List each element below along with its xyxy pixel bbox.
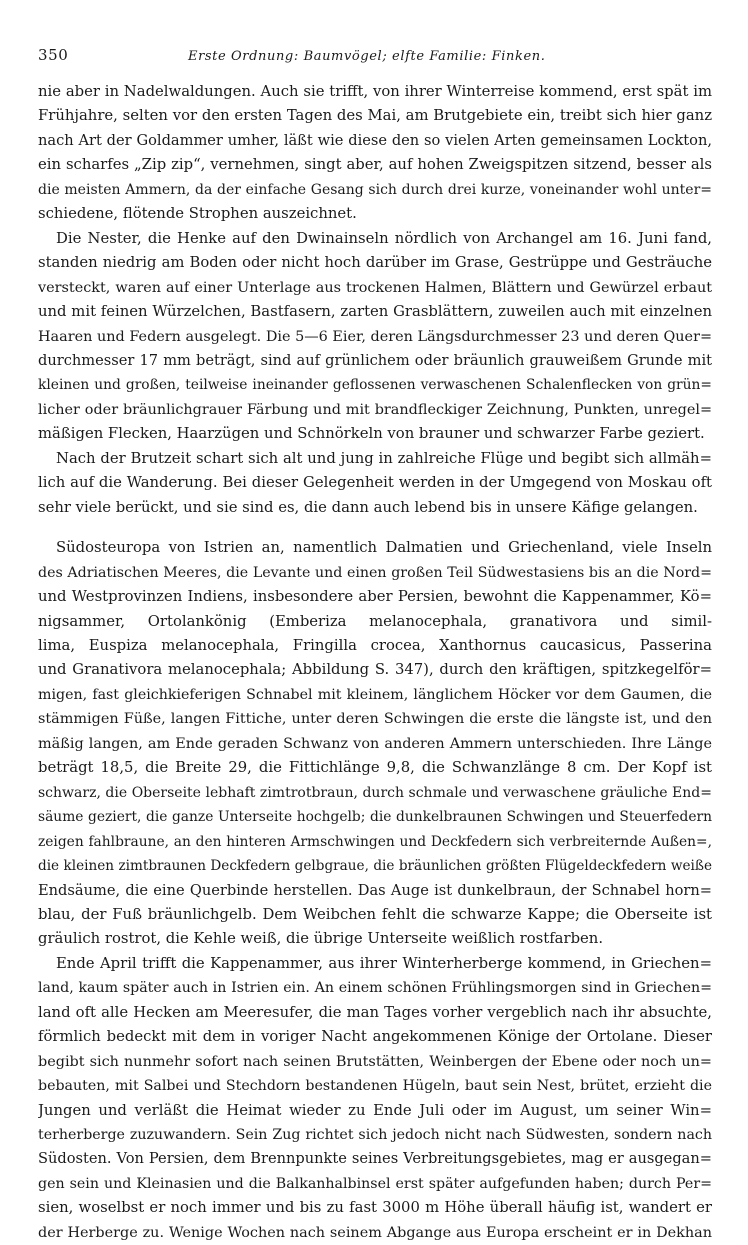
- text-line: säume geziert, die ganze Unterseite hochgelb; die dunkelbraunen Schwingen und Steuerfedern: [38, 809, 712, 826]
- text-line: schiedene, flötende Strophen auszeichnet.: [38, 205, 357, 223]
- page-header: [38, 46, 712, 64]
- text-line: Ende April trifft die Kappenammer, aus ihrer Winterherberge kommend, in Griechen=: [56, 954, 712, 972]
- body-text: [38, 80, 712, 1245]
- section-gap: [38, 520, 712, 536]
- text-line: nie aber in Nadelwaldungen. Auch sie trifft, von ihrer Winterreise kommend, erst spät im: [38, 83, 712, 100]
- paragraph: [38, 80, 712, 227]
- text-line: ein scharfes „Zip zip“, vernehmen, singt aber, auf hohen Zweigspitzen sitzend, besser als: [38, 156, 712, 174]
- text-line: lima, Euspiza melanocephala, Fringilla crocea, Xanthornus caucasicus, Passerina: [38, 636, 712, 654]
- text-line: standen niedrig am Boden oder nicht hoch darüber im Grase, Gestrüppe und Gesträuche: [38, 254, 712, 272]
- text-line: kleinen und großen, teilweise ineinander geflossenen verwaschenen Schalenflecken von grün=: [38, 377, 712, 394]
- text-line: und mit feinen Würzelchen, Bastfasern, zarten Grasblättern, zuweilen auch mit einzelnen: [38, 303, 712, 321]
- text-line: land oft alle Hecken am Meeresufer, die man Tages vorher vergeblich nach ihr absuchte,: [38, 1003, 712, 1021]
- text-line: migen, fast gleichkieferigen Schnabel mit kleinem, länglichem Höcker vor dem Gaumen, die: [38, 686, 712, 703]
- text-line: Jungen und verläßt die Heimat wieder zu Ende Juli oder im August, um seiner Win=: [38, 1101, 712, 1119]
- text-line: gräulich rostrot, die Kehle weiß, die übrige Unterseite weißlich rostfarben.: [38, 930, 604, 948]
- text-line: Nach der Brutzeit schart sich alt und jung in zahlreiche Flüge und begibt sich allmäh=: [56, 449, 712, 467]
- text-line: blau, der Fuß bräunlichgelb. Dem Weibchen fehlt die schwarze Kappe; die Oberseite ist: [38, 905, 712, 923]
- text-line: zeigen fahlbraune, an den hinteren Armschwingen und Deckfedern sich verbreiternde Außen=,: [38, 833, 712, 850]
- text-line: Frühjahre, selten vor den ersten Tagen des Mai, am Brutgebiete ein, treibt sich hier ganz: [38, 107, 712, 125]
- text-line: gen sein und Kleinasien und die Balkanhalbinsel erst später aufgefunden haben; durch Per=: [38, 1175, 712, 1192]
- running-title: Erste Ordnung: Baumvögel; elfte Familie: Finken.: [188, 49, 546, 64]
- text-line: sien, woselbst er noch immer und bis zu fast 3000 m Höhe überall häufig ist, wandert er: [38, 1199, 712, 1217]
- text-line: stämmigen Füße, langen Fittiche, unter deren Schwingen die erste die längste ist, und den: [38, 711, 712, 728]
- text-line: des Adriatischen Meeres, die Levante und einen großen Teil Südwestasiens bis an die Nord=: [38, 564, 712, 581]
- text-line: Die Nester, die Henke auf den Dwinainseln nördlich von Archangel am 16. Juni fand,: [56, 229, 712, 247]
- text-line: Haaren und Federn ausgelegt. Die 5—6 Eier, deren Längsdurchmesser 23 und deren Quer=: [38, 328, 712, 345]
- text-line: terherberge zuzuwandern. Sein Zug richtet sich jedoch nicht nach Südwesten, sondern nach: [38, 1127, 712, 1144]
- text-line: lich auf die Wanderung. Bei dieser Gelegenheit werden in der Umgegend von Moskau oft: [38, 474, 712, 492]
- text-line: beträgt 18,5, die Breite 29, die Fittichlänge 9,8, die Schwanzlänge 8 cm. Der Kopf ist: [38, 759, 712, 777]
- text-line: land, kaum später auch in Istrien ein. An einem schönen Frühlingsmorgen sind in Griechen=: [38, 980, 712, 997]
- text-line: Südosten. Von Persien, dem Brennpunkte seines Verbreitungsgebietes, mag er ausgegan=: [38, 1150, 712, 1168]
- paragraph: [38, 447, 712, 520]
- text-line: schwarz, die Oberseite lebhaft zimtrotbraun, durch schmale und verwaschene gräuliche End=: [38, 784, 712, 801]
- page-number: 350: [38, 46, 69, 64]
- text-line: Südosteuropa von Istrien an, namentlich Dalmatien und Griechenland, viele Inseln: [56, 539, 712, 557]
- text-line: sehr viele berückt, und sie sind es, die dann auch lebend bis in unsere Käfige gelangen.: [38, 498, 698, 516]
- text-line: die kleinen zimtbraunen Deckfedern gelbgraue, die bräunlichen größten Flügeldeckfedern weiße: [38, 858, 712, 875]
- text-line: nigsammer, Ortolankönig (Emberiza melanocephala, granativora und simil-: [38, 612, 712, 630]
- text-line: licher oder bräunlichgrauer Färbung und mit brandfleckiger Zeichnung, Punkten, unregel=: [38, 401, 712, 418]
- text-line: mäßigen Flecken, Haarzügen und Schnörkeln von brauner und schwarzer Farbe geziert.: [38, 425, 705, 443]
- text-line: förmlich bedeckt mit dem in voriger Nacht angekommenen Könige der Ortolane. Dieser: [38, 1028, 712, 1046]
- paragraph: [38, 227, 712, 447]
- text-line: und Westprovinzen Indiens, insbesondere aber Persien, bewohnt die Kappenammer, Kö=: [38, 588, 712, 606]
- text-line: nach Art der Goldammer umher, läßt wie diese den so vielen Arten gemeinsamen Lockton,: [38, 131, 712, 149]
- text-line: versteckt, waren auf einer Unterlage aus trockenen Halmen, Blättern und Gewürzel erbaut: [38, 279, 712, 296]
- text-line: Endsäume, die eine Querbinde herstellen. Das Auge ist dunkelbraun, der Schnabel horn=: [38, 881, 712, 899]
- paragraph: [38, 952, 712, 1245]
- text-line: bebauten, mit Salbei und Stechdorn bestandenen Hügeln, baut sein Nest, brütet, erzieht die: [38, 1078, 712, 1095]
- text-line: und Granativora melanocephala; Abbildung S. 347), durch den kräftigen, spitzkegelför=: [38, 661, 712, 679]
- text-line: durchmesser 17 mm beträgt, sind auf grünlichem oder bräunlich grauweißem Grunde mit: [38, 351, 712, 369]
- text-line: die meisten Ammern, da der einfache Gesang sich durch drei kurze, voneinander wohl unter=: [38, 181, 712, 198]
- text-line: mäßig langen, am Ende geraden Schwanz von anderen Ammern unterschieden. Ihre Länge: [38, 735, 712, 752]
- text-line: der Herberge zu. Wenige Wochen nach seinem Abgange aus Europa erscheint er in Dekhan: [38, 1224, 712, 1241]
- paragraph: [38, 536, 712, 952]
- text-line: begibt sich nunmehr sofort nach seinen Brutstätten, Weinbergen der Ebene oder noch un=: [38, 1053, 712, 1070]
